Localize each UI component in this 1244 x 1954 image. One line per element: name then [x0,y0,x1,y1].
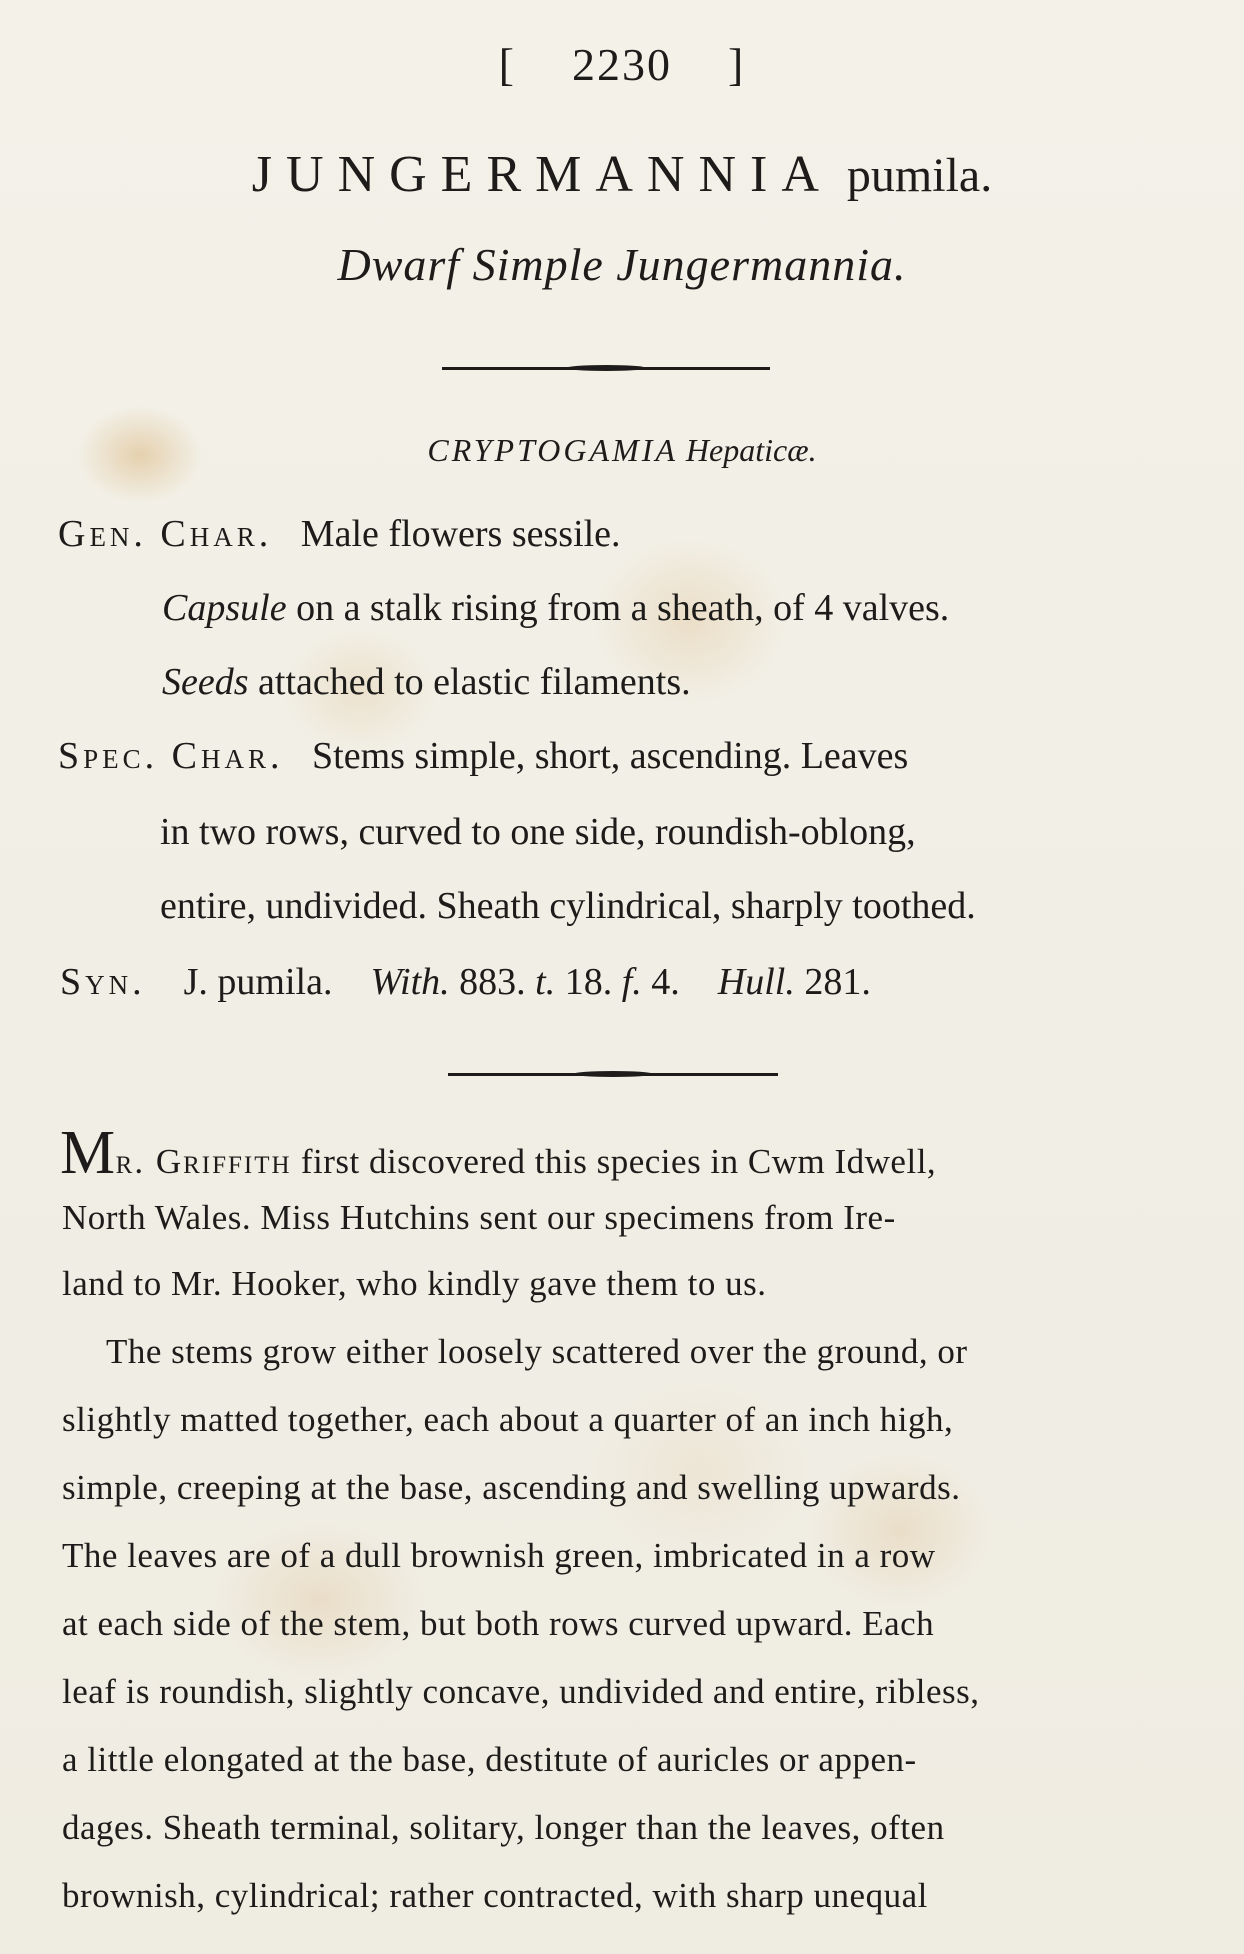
desc-line-4: The stems grow either loosely scattered over the ground, or [106,1332,968,1371]
ref1-f: f. [621,961,642,1003]
gen-char-label: Gen. Char. [58,513,273,555]
bracket-close: ] [728,39,746,90]
ref1-f-num: 4. [651,961,680,1003]
desc-text-1: first discovered this species in Cwm Idwell, [300,1142,937,1181]
genus-name: JUNGERMANNIA [251,146,833,203]
synonym-name: J. pumila. [183,961,333,1003]
desc-line-8: at each side of the stem, but both rows curved upward. Each [62,1604,935,1643]
ref1-t-num: 18. [564,961,613,1003]
gen-char-text-1: Male flowers sessile. [300,513,621,555]
desc-line-10: a little elongated at the base, destitute of auricles or appen- [62,1740,917,1779]
desc-line-2: North Wales. Miss Hutchins sent our specimens from Ire- [62,1198,896,1237]
ref2-page: 281. [804,961,871,1003]
spec-char-label: Spec. Char. [58,735,284,777]
desc-line-1 [60,1118,936,1189]
species-title [0,145,1244,204]
desc-line-11: dages. Sheath terminal, solitary, longer than the leaves, often [62,1808,945,1847]
synonym-line [60,960,871,1004]
ref1-t: t. [535,961,556,1003]
seeds-label: Seeds [162,661,249,703]
desc-line-6: simple, creeping at the base, ascending and swelling upwards. [62,1468,961,1507]
spec-char-line-1 [58,734,908,778]
classification-line [0,432,1244,469]
desc-line-7: The leaves are of a dull brownish green, imbricated in a row [62,1536,936,1575]
page-number-line [0,38,1244,91]
gen-char-text-2: on a stalk rising from a sheath, of 4 valves. [296,587,950,629]
desc-line-9: leaf is roundish, slightly concave, undivided and entire, ribless, [62,1672,980,1711]
desc-line-12: brownish, cylindrical; rather contracted, with sharp unequal [62,1876,928,1915]
ref1-author: With. [370,961,450,1003]
desc-line-5: slightly matted together, each about a quarter of an inch high, [62,1400,954,1439]
ornamental-rule-top [442,367,770,370]
spec-char-line-2: in two rows, curved to one side, roundish-oblong, [160,811,916,853]
gen-char-line-1 [58,512,621,556]
ornamental-rule-bottom [448,1073,778,1076]
drop-cap: M [60,1119,116,1187]
species-name: pumila. [846,149,993,202]
order-name: Hepaticæ. [685,432,817,468]
common-name: Dwarf Simple Jungermannia. [337,239,907,290]
spec-char-text-1: Stems simple, short, ascending. Leaves [312,735,909,777]
gen-char-line-2 [162,586,949,630]
spec-char-line-3: entire, undivided. Sheath cylindrical, sharply toothed. [160,885,976,927]
bracket-open: [ [498,39,516,90]
class-name: CRYPTOGAMIA [427,432,678,468]
desc-line-3: land to Mr. Hooker, who kindly gave them to us. [62,1264,767,1303]
page-number: 2230 [572,39,672,90]
ref1-page: 883. [459,961,526,1003]
synonym-label: Syn. [60,961,146,1003]
first-name: r. Griffith [115,1142,292,1181]
gen-char-line-3 [162,660,691,704]
gen-char-text-3: attached to elastic filaments. [258,661,691,703]
capsule-label: Capsule [162,587,287,629]
ref2-author: Hull. [717,961,795,1003]
